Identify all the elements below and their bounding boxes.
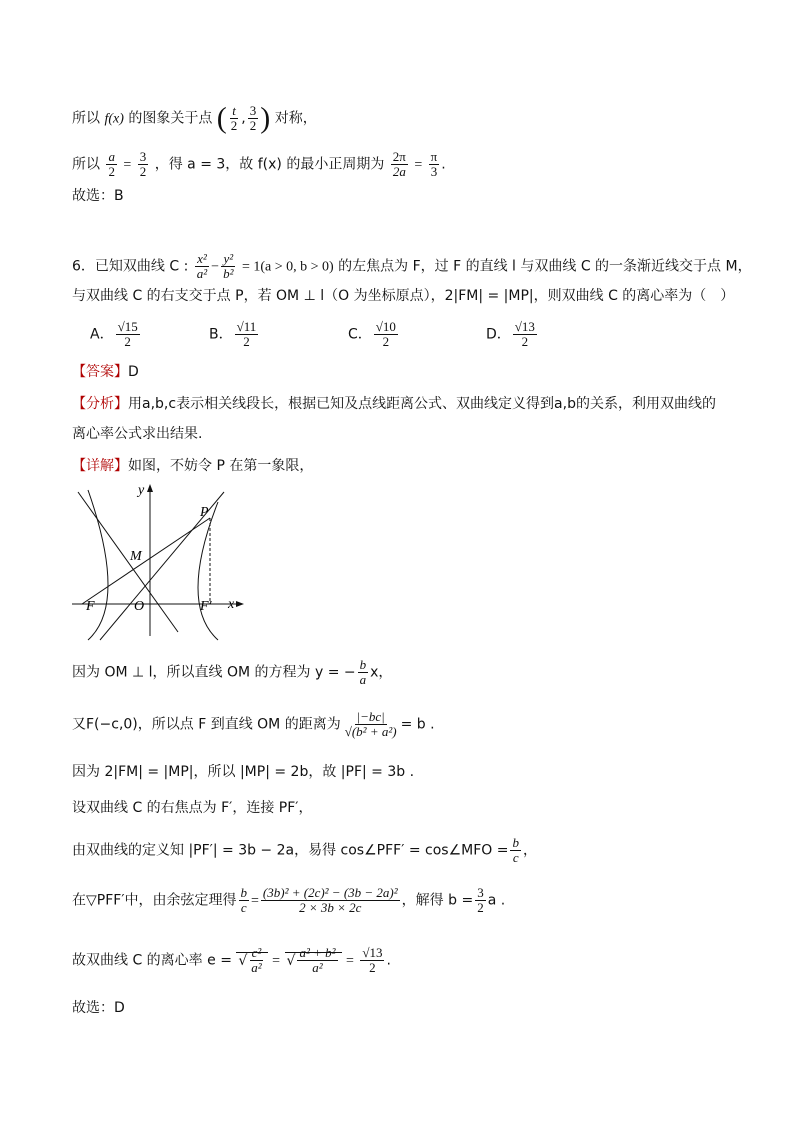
numerator: √10: [375, 319, 396, 334]
numerator: b: [512, 835, 519, 850]
text: 的左焦点为 F，过 F 的直线 l 与双曲线 C 的一条渐近线交于点 M，: [338, 258, 752, 275]
analysis-line: [72, 394, 716, 414]
fraction: [475, 886, 486, 915]
right-branch: [198, 502, 218, 640]
text: 故双曲线 C 的离心率 e =: [72, 952, 232, 969]
denominator: a: [359, 672, 367, 687]
step-5: [72, 836, 537, 865]
numerator: x²: [197, 251, 207, 266]
text: = b .: [400, 716, 435, 733]
option-b[interactable]: [209, 320, 260, 349]
label-M: M: [130, 549, 142, 564]
numerator: 2π: [392, 149, 406, 164]
math: = 1(a > 0, b > 0): [241, 259, 334, 275]
step-2: [72, 710, 435, 739]
step-4: 设双曲线 C 的右焦点为 F′，连接 PF′，: [72, 800, 313, 816]
numerator: √11: [236, 319, 257, 334]
line-FP: [82, 518, 210, 604]
question-6-line2: 与双曲线 C 的右支交于点 P，若 OM ⊥ l（O 为坐标原点），2|FM| = |MP|，则双曲线 C 的离心率为（ ）: [72, 288, 735, 304]
numerator: t: [232, 103, 236, 118]
fraction: [138, 150, 149, 179]
answer-value: D: [128, 364, 139, 380]
text: ，: [522, 842, 537, 859]
fraction: [358, 658, 369, 687]
fraction: [374, 320, 398, 349]
denominator: 2: [382, 334, 390, 349]
text: .: [441, 156, 446, 173]
fraction: [195, 252, 209, 281]
option-d[interactable]: [486, 320, 539, 349]
math: =: [272, 953, 281, 969]
analysis-text: 用a,b,c表示相关线段长，根据已知及点线距离公式、双曲线定义得到a,b的关系，利用双曲线的: [128, 396, 716, 412]
answer-tag: 【答案】: [72, 364, 128, 380]
fraction: [510, 836, 521, 865]
numerator: a: [108, 149, 115, 164]
numerator: 3: [139, 149, 147, 164]
denominator: a²: [312, 960, 323, 975]
fraction: [221, 252, 235, 281]
y-axis-arrow: [147, 484, 153, 492]
text: 又F(−c,0)，所以点 F 到直线 OM 的距离为: [72, 716, 341, 733]
fraction: [239, 886, 250, 915]
text: 在▽PFF′中，由余弦定理得: [72, 892, 237, 909]
text: .: [386, 952, 391, 969]
denominator: 2: [243, 334, 250, 349]
denominator: a²: [251, 960, 262, 975]
denominator: 2: [521, 334, 529, 349]
step-3: 因为 2|FM| = |MP|，所以 |MP| = 2b，故 |PF| = 3b .: [72, 764, 415, 780]
denominator: c: [512, 850, 519, 865]
numerator: 3: [249, 103, 257, 118]
analysis-line2: 离心率公式求出结果.: [72, 426, 203, 442]
text: 所以: [72, 110, 100, 127]
final-answer: 故选：D: [72, 1000, 125, 1016]
paren: (: [216, 101, 227, 135]
detail-text: 如图，不妨令 P 在第一象限，: [128, 458, 314, 474]
line-symmetry: 所以 f(x) 的图象关于点 ( $\frac{t}{2}$ , $\frac{3}{2}$ ) 对称，: [72, 101, 317, 135]
analysis-tag: 【分析】: [72, 396, 128, 412]
line-period: [72, 150, 446, 179]
fraction: [248, 104, 259, 133]
answer-prev: 故选：B: [72, 188, 124, 204]
label-x: x: [228, 597, 235, 612]
option-label: C．: [348, 326, 372, 343]
option-label: B．: [209, 326, 233, 343]
denominator: 2: [108, 164, 115, 179]
numerator: √13: [514, 319, 535, 334]
numerator: 3: [477, 885, 484, 900]
denominator: a²: [196, 266, 208, 281]
fraction: [261, 886, 400, 915]
denominator: 2: [124, 334, 131, 349]
math: =: [345, 953, 354, 969]
label-Fprime: F′: [200, 599, 212, 614]
text: 所以: [72, 156, 100, 173]
fraction: [513, 320, 537, 349]
text: a .: [487, 892, 506, 909]
fraction: [229, 104, 240, 133]
math: =: [251, 893, 259, 909]
fraction: [116, 320, 140, 349]
numerator: π: [430, 149, 438, 164]
hyperbola-figure: [68, 480, 248, 644]
numerator: |−bc|: [356, 709, 385, 724]
step-6: [72, 886, 505, 915]
math: =: [123, 157, 132, 173]
numerator: √15: [117, 319, 138, 334]
numerator: √13: [362, 945, 383, 960]
fraction: [249, 946, 263, 975]
math: =: [414, 157, 423, 173]
fraction: [343, 710, 399, 739]
x-axis-arrow: [236, 601, 244, 607]
detail-line: [72, 456, 313, 476]
label-y: y: [138, 483, 145, 498]
numerator: y²: [223, 251, 234, 266]
denominator: √(b² + a²): [344, 724, 397, 739]
sqrt: √ $\frac{\text{a² + b²}}{\text{a²}}$: [285, 952, 342, 969]
sqrt: √ $\frac{\text{c²}}{\text{a²}}$: [236, 952, 267, 969]
options-row: [72, 320, 632, 360]
math: −: [211, 259, 220, 275]
denominator: 3: [430, 164, 438, 179]
option-c[interactable]: [348, 320, 400, 349]
step-7: [72, 946, 391, 975]
label-F: F: [86, 599, 95, 614]
text: 的图象关于点: [128, 110, 213, 127]
numerator: b: [359, 657, 367, 672]
label-P: P: [200, 505, 209, 520]
text: x，: [370, 664, 393, 681]
option-a[interactable]: [90, 320, 142, 349]
text: 由双曲线的定义知 |PF′| = 3b − 2a，易得 cos∠PFF′ = cos∠MFO =: [72, 842, 509, 859]
denominator: 2: [139, 164, 147, 179]
detail-tag: 【详解】: [72, 458, 128, 474]
text: ，得 a = 3，故 f(x) 的最小正周期为: [154, 156, 385, 173]
left-branch: [88, 490, 108, 640]
denominator: 2: [477, 900, 484, 915]
step-1: [72, 658, 392, 687]
text: 对称，: [274, 110, 317, 127]
numerator: (3b)² + (2c)² − (3b − 2a)²: [262, 885, 398, 900]
numerator: b: [240, 885, 247, 900]
denominator: 2: [369, 960, 376, 975]
label-O: O: [134, 599, 145, 614]
fraction: [360, 946, 384, 975]
fraction: [391, 150, 408, 179]
fraction: [106, 150, 117, 179]
option-label: D．: [486, 326, 511, 343]
question-6-line1: [72, 252, 752, 281]
fraction: [235, 320, 259, 349]
numerator: a² + b²: [299, 945, 336, 960]
text: ，解得 b =: [401, 892, 474, 909]
denominator: 2 × 3b × 2c: [299, 900, 362, 915]
fraction: [429, 150, 440, 179]
denominator: 2: [230, 118, 238, 133]
paren: ): [260, 101, 271, 135]
denominator: b²: [223, 266, 234, 281]
denominator: 2: [249, 118, 257, 133]
denominator: c: [240, 900, 247, 915]
text: 因为 OM ⊥ l，所以直线 OM 的方程为 y = −: [72, 664, 356, 681]
text: 6．已知双曲线 C :: [72, 258, 189, 275]
numerator: c²: [251, 945, 262, 960]
answer-line: [72, 362, 139, 382]
math: f(x): [104, 111, 124, 127]
option-label: A．: [90, 326, 114, 343]
fraction: [297, 946, 337, 975]
denominator: 2a: [392, 164, 406, 179]
